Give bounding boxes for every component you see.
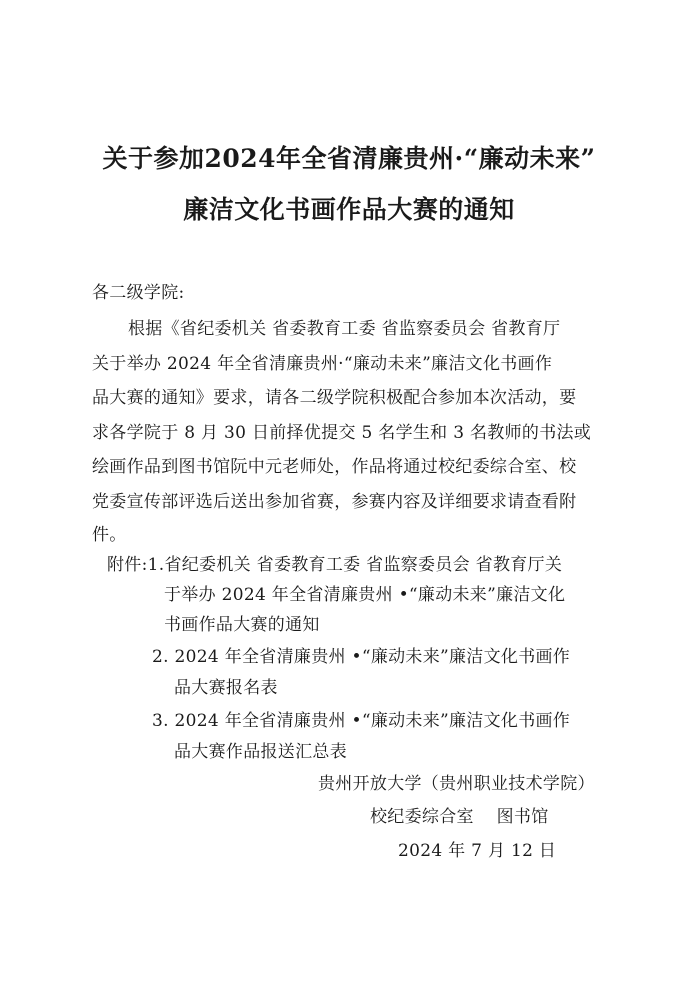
- signature-departments: 校纪委综合室 图书馆: [370, 807, 549, 827]
- greeting: 各二级学院:: [92, 283, 185, 303]
- body-line: 件。: [92, 525, 127, 545]
- body-line: 根据《省纪委机关 省委教育工委 省监察委员会 省教育厅: [128, 319, 561, 339]
- body-line: 绘画作品到图书馆阮中元老师处，作品将通过校纪委综合室、校: [92, 457, 577, 477]
- attachment-line: 书画作品大赛的通知: [164, 615, 320, 635]
- document-title-line-1: 关于参加2024年全省清廉贵州·“廉动未来”: [102, 144, 596, 173]
- document-title-line-2: 廉洁文化书画作品大赛的通知: [183, 195, 515, 224]
- attachment-line: 品大赛作品报送汇总表: [174, 742, 347, 762]
- signature-organization: 贵州开放大学（贵州职业技术学院）: [318, 774, 595, 794]
- attachment-line: 2. 2024 年全省清廉贵州 •“廉动未来”廉洁文化书画作: [152, 647, 571, 667]
- attachment-line: 3. 2024 年全省清廉贵州 •“廉动未来”廉洁文化书画作: [152, 711, 571, 731]
- body-line: 党委宣传部评选后送出参加省赛，参赛内容及详细要求请查看附: [92, 492, 577, 512]
- body-line: 求各学院于 8 月 30 日前择优提交 5 名学生和 3 名教师的书法或: [92, 423, 592, 443]
- body-line: 关于举办 2024 年全省清廉贵州·“廉动未来”廉洁文化书画作: [92, 354, 553, 374]
- attachment-line: 附件:1.省纪委机关 省委教育工委 省监察委员会 省教育厅关: [107, 555, 563, 575]
- attachment-line: 于举办 2024 年全省清廉贵州 •“廉动未来”廉洁文化: [164, 585, 566, 605]
- attachment-line: 品大赛报名表: [174, 678, 278, 698]
- body-line: 品大赛的通知》要求，请各二级学院积极配合参加本次活动，要: [92, 388, 577, 408]
- signature-date: 2024 年 7 月 12 日: [398, 841, 557, 861]
